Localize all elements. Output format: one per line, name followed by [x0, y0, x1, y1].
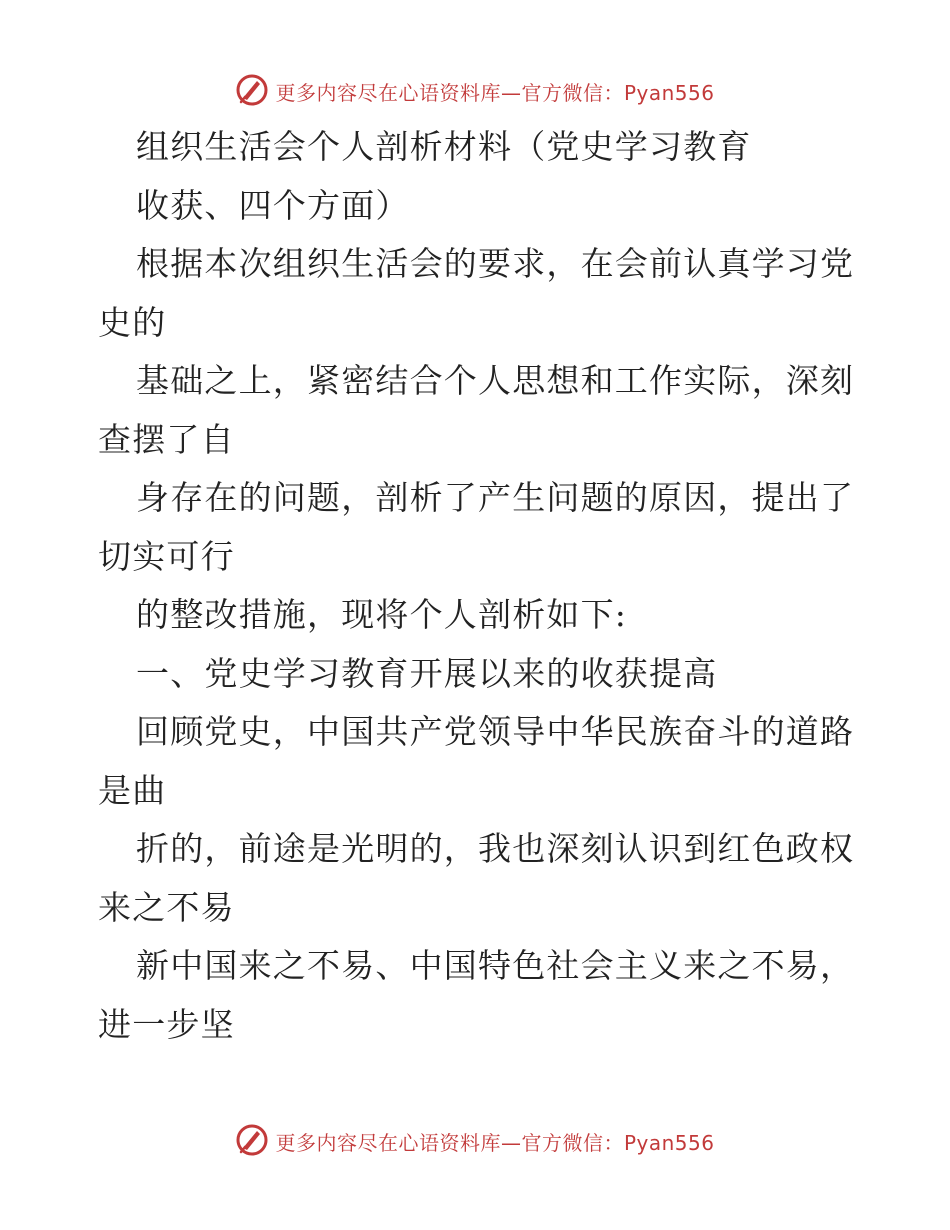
watermark-text: 更多内容尽在心语资料库—官方微信：Pyan556	[275, 1130, 715, 1155]
paragraph-line: 根据本次组织生活会的要求，在会前认真学习党	[136, 244, 855, 283]
paragraph-line: 查摆了自	[98, 419, 235, 459]
quill-logo-icon	[235, 1123, 269, 1157]
paragraph-line: 是曲	[98, 770, 167, 810]
doc-title-line-1: 组织生活会个人剖析材料（党史学习教育	[136, 127, 752, 166]
footer-watermark-group	[235, 1123, 714, 1157]
paragraph-line: 回顾党史，中国共产党领导中华民族奋斗的道路	[136, 712, 855, 751]
section-heading: 一、党史学习教育开展以来的收获提高	[136, 653, 718, 693]
paragraph-line: 身存在的问题，剖析了产生问题的原因，提出了	[136, 478, 855, 517]
header-watermark-group	[235, 73, 714, 107]
paragraph-line: 史的	[98, 302, 167, 342]
document-body	[98, 118, 858, 1054]
paragraph-line: 进一步坚	[98, 1004, 235, 1044]
paragraph-line: 的整改措施，现将个人剖析如下:	[136, 595, 628, 634]
watermark-text: 更多内容尽在心语资料库—官方微信：Pyan556	[275, 80, 715, 105]
doc-title-line-2: 收获、四个方面）	[136, 185, 410, 225]
footer-watermark	[0, 1122, 950, 1158]
quill-logo-icon	[235, 73, 269, 107]
paragraph-line: 来之不易	[98, 887, 235, 927]
paragraph-line: 切实可行	[98, 536, 235, 576]
paragraph-line: 新中国来之不易、中国特色社会主义来之不易，	[136, 946, 855, 985]
header-watermark	[0, 72, 950, 108]
paragraph-line: 基础之上，紧密结合个人思想和工作实际，深刻	[136, 361, 855, 400]
paragraph-line: 折的，前途是光明的，我也深刻认识到红色政权	[136, 829, 855, 868]
